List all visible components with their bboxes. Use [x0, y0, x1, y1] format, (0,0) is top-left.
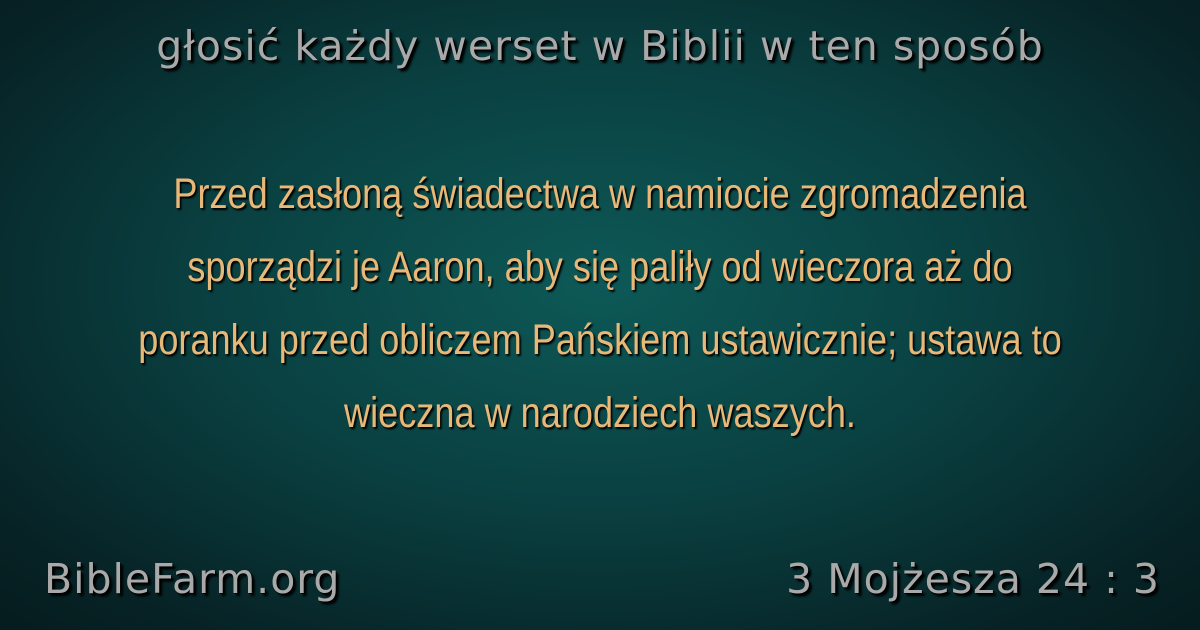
- verse-text: Przed zasłoną świadectwa w namiocie zgromadzenia sporządzi je Aaron, aby się paliły od wieczora aż do poranku przed obliczem Pańskiem ustawicznie; ustawa to wieczna w narodziech waszych.: [138, 170, 1062, 437]
- header-title: głosić każdy werset w Biblii w ten sposób: [156, 22, 1044, 70]
- site-name: BibleFarm.org: [44, 555, 341, 603]
- verse-reference: 3 Mojżesza 24 : 3: [786, 555, 1160, 603]
